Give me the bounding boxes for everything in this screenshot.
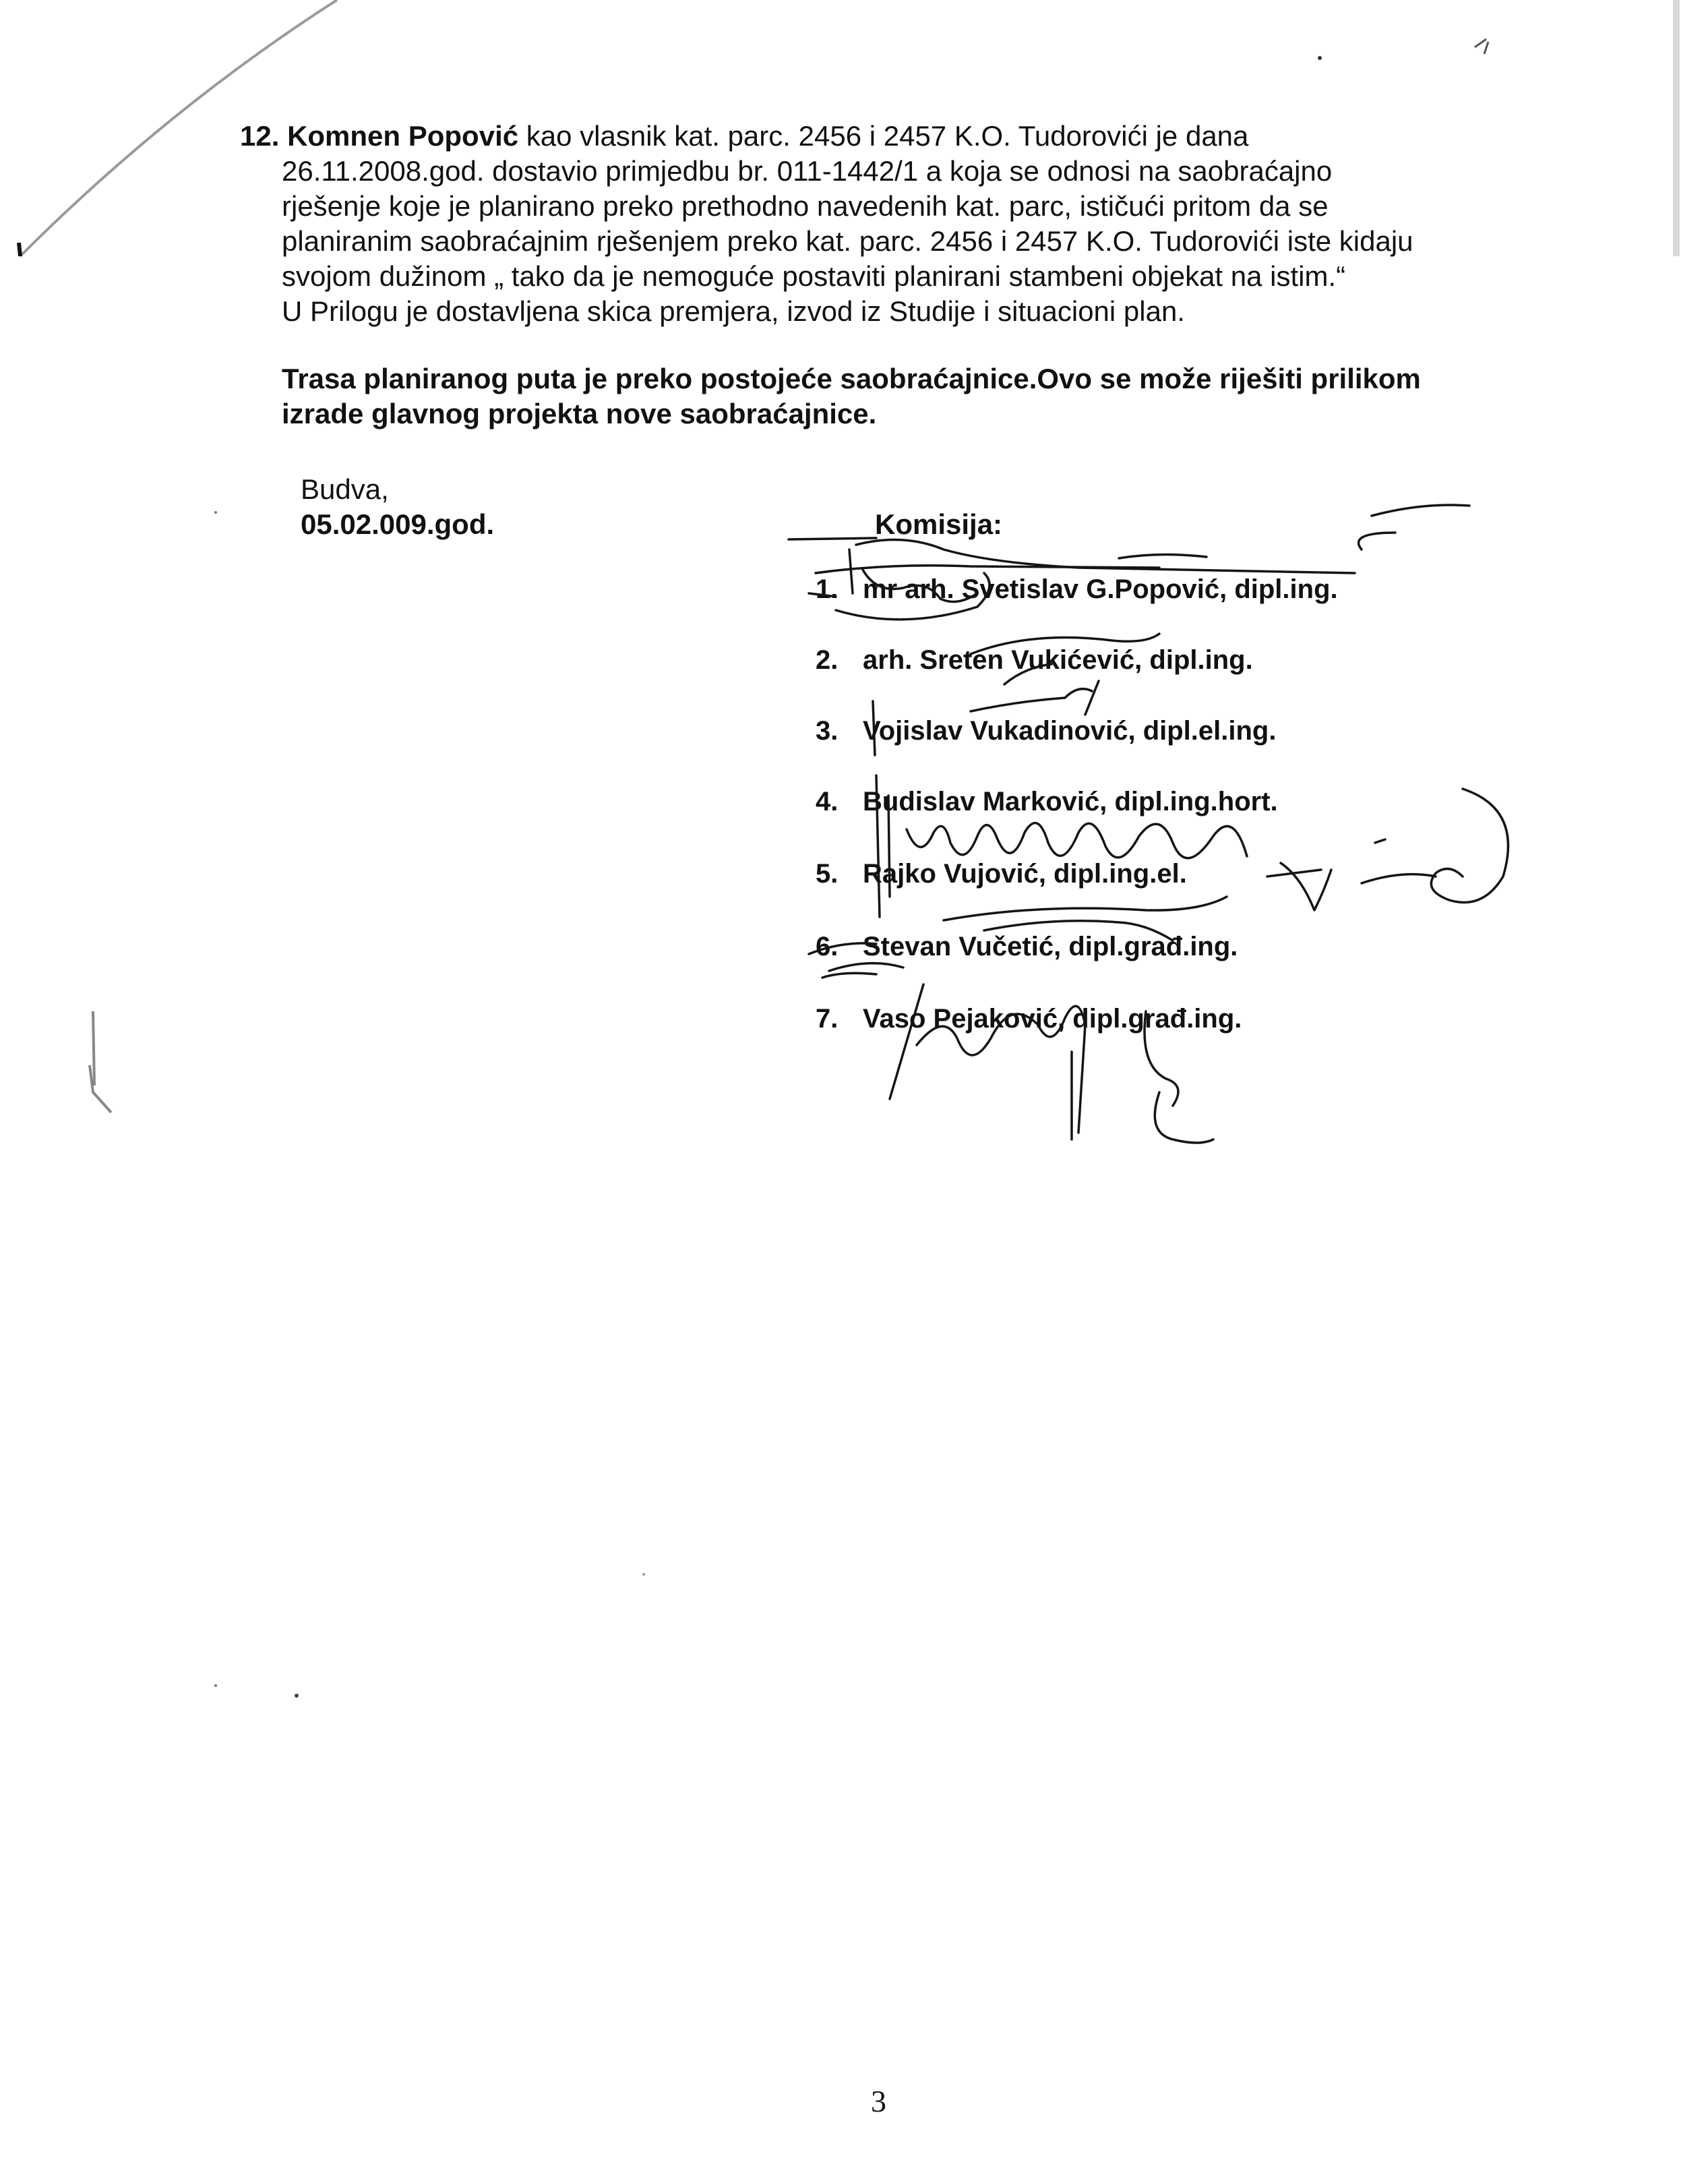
member-number: 7.: [816, 1004, 838, 1034]
member-number: 1.: [816, 574, 838, 604]
place-date-block: [301, 472, 494, 542]
page-number: 3: [871, 2084, 886, 2118]
member-name: Rajko Vujović, dipl.ing.el.: [863, 859, 1187, 889]
entry-first-line-rest: kao vlasnik kat. parc. 2456 i 2457 K.O. Tudorovići je dana: [518, 120, 1249, 152]
commission-member: [816, 573, 1338, 605]
commission-member: [816, 1003, 1242, 1035]
entry-line: planiranim saobraćajnim rješenjem preko kat. parc. 2456 i 2457 K.O. Tudorovići iste kidaju: [282, 225, 1413, 257]
member-number: 4.: [816, 787, 838, 816]
commission-title: Komisija:: [875, 508, 1003, 540]
entry-line: rješenje koje je planirano preko prethodno navedenih kat. parc, ističući pritom da se: [282, 190, 1329, 222]
member-name: Stevan Vučetić, dipl.građ.ing.: [863, 932, 1238, 961]
place-label: Budva,: [301, 473, 389, 505]
member-number: 5.: [816, 859, 838, 889]
commission-member: [816, 644, 1253, 676]
conclusion-paragraph: [282, 361, 1630, 431]
entry-person-name: Komnen Popović: [287, 120, 519, 152]
entry-line: 26.11.2008.god. dostavio primjedbu br. 011-1442/1 a koja se odnosi na saobraćajno: [282, 155, 1333, 187]
member-name: Vaso Pejaković, dipl.građ.ing.: [863, 1004, 1242, 1034]
entry-line: svojom dužinom „ tako da je nemoguće postaviti planirani stambeni objekat na istim.“: [282, 260, 1346, 292]
member-number: 2.: [816, 645, 838, 675]
member-name: Vojislav Vukadinović, dipl.el.ing.: [863, 716, 1277, 746]
member-number: 3.: [816, 716, 838, 746]
document-date: 05.02.009.god.: [301, 508, 495, 540]
entry-first-line: [240, 119, 1588, 154]
commission-member: [816, 930, 1238, 963]
commission-member: [816, 715, 1276, 747]
member-number: 6.: [816, 932, 838, 961]
conclusion-line: izrade glavnog projekta nove saobraćajnice.: [282, 398, 877, 429]
member-name: Budislav Marković, dipl.ing.hort.: [863, 787, 1278, 816]
member-name: mr arh. Svetislav G.Popović, dipl.ing.: [863, 574, 1338, 604]
entry-paragraph: [240, 119, 1588, 329]
entry-number: 12.: [240, 120, 280, 152]
conclusion-line: Trasa planiranog puta je preko postojeće saobraćajnice.Ovo se može riješiti prilikom: [282, 363, 1421, 394]
attachment-line: U Prilogu je dostavljena skica premjera, izvod iz Studije i situacioni plan.: [282, 295, 1185, 327]
commission-member: [816, 785, 1278, 818]
member-name: arh. Sreten Vukićević, dipl.ing.: [863, 645, 1253, 675]
commission-member: [816, 858, 1187, 890]
